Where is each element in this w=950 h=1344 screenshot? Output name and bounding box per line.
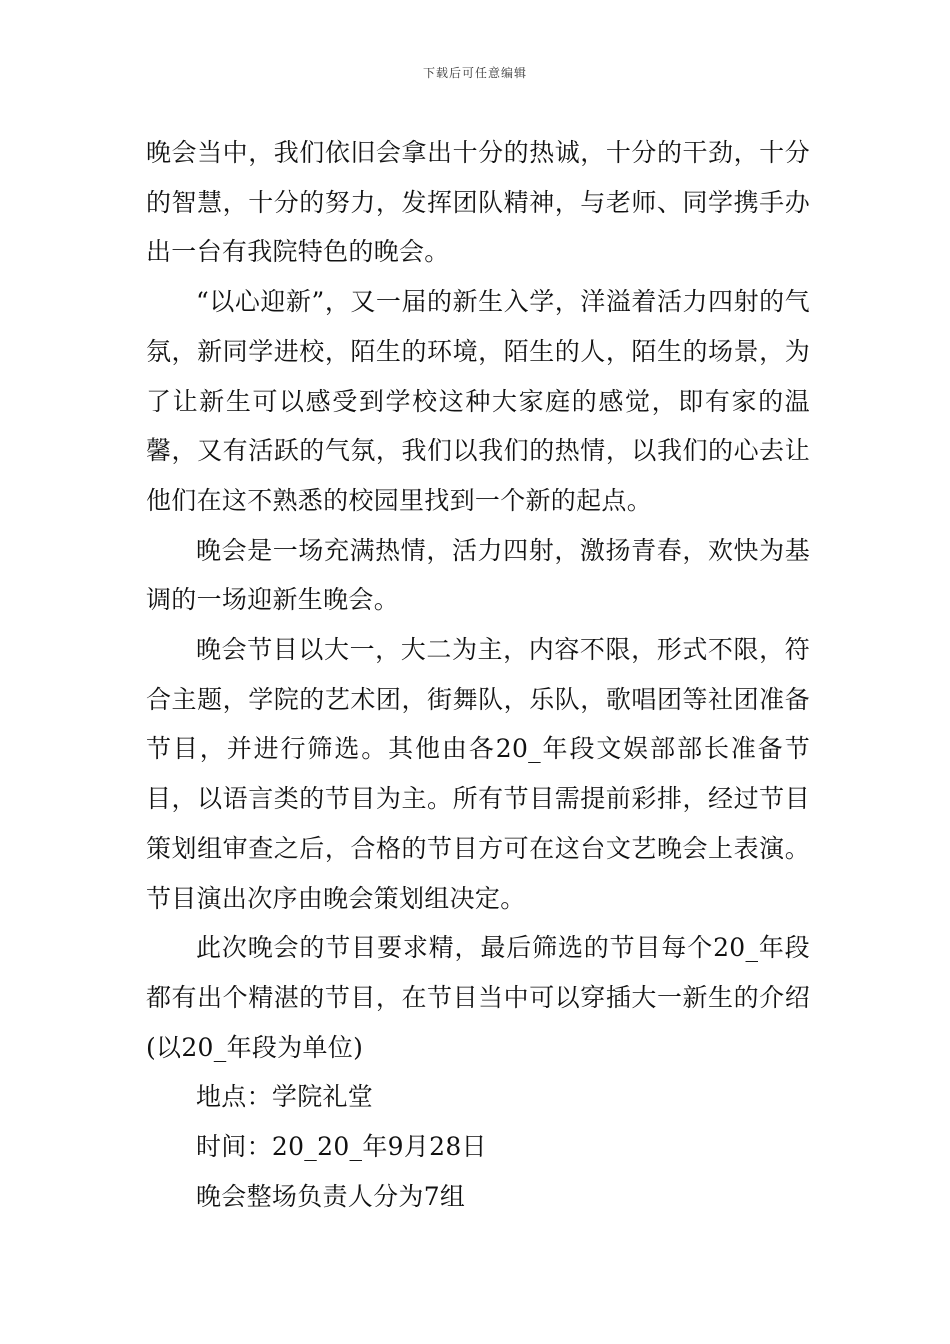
paragraph-2: “以心迎新”，又一届的新生入学，洋溢着活力四射的气氛，新同学进校，陌生的环境，陌生的人，陌生的场景，为了让新生可以感受到学校这种大家庭的感觉，即有家的温馨，又有活跃的气氛，我们以我们的热情，以我们的心去让他们在这不熟悉的校园里找到一个新的起点。 [146, 287, 810, 515]
document-body [146, 128, 810, 1221]
page-header: 下载后可任意编辑 [422, 66, 527, 80]
paragraph-5: 此次晚会的节目要求精，最后筛选的节目每个20_年段都有出个精湛的节目，在节目当中可以穿插大一新生的介绍(以20_年段为单位) [146, 933, 810, 1062]
paragraph-4: 晚会节目以大一，大二为主，内容不限，形式不限，符合主题，学院的艺术团，街舞队，乐队，歌唱团等社团准备节目，并进行筛选。其他由各20_年段文娱部部长准备节目，以语言类的节目为主。所有节目需提前彩排，经过节目策划组审查之后，合格的节目方可在这台文艺晚会上表演。节目演出次序由晚会策划组决定。 [146, 635, 810, 913]
time-line: 时间：20_20_年9月28日 [196, 1132, 487, 1162]
paragraph-1: 晚会当中，我们依旧会拿出十分的热诚，十分的干劲，十分的智慧，十分的努力，发挥团队精神，与老师、同学携手办出一台有我院特色的晚会。 [146, 138, 810, 267]
paragraph-3: 晚会是一场充满热情，活力四射，激扬青春，欢快为基调的一场迎新生晚会。 [146, 535, 810, 615]
groups-line: 晚会整场负责人分为7组 [196, 1181, 466, 1211]
location-line: 地点：学院礼堂 [196, 1082, 374, 1112]
